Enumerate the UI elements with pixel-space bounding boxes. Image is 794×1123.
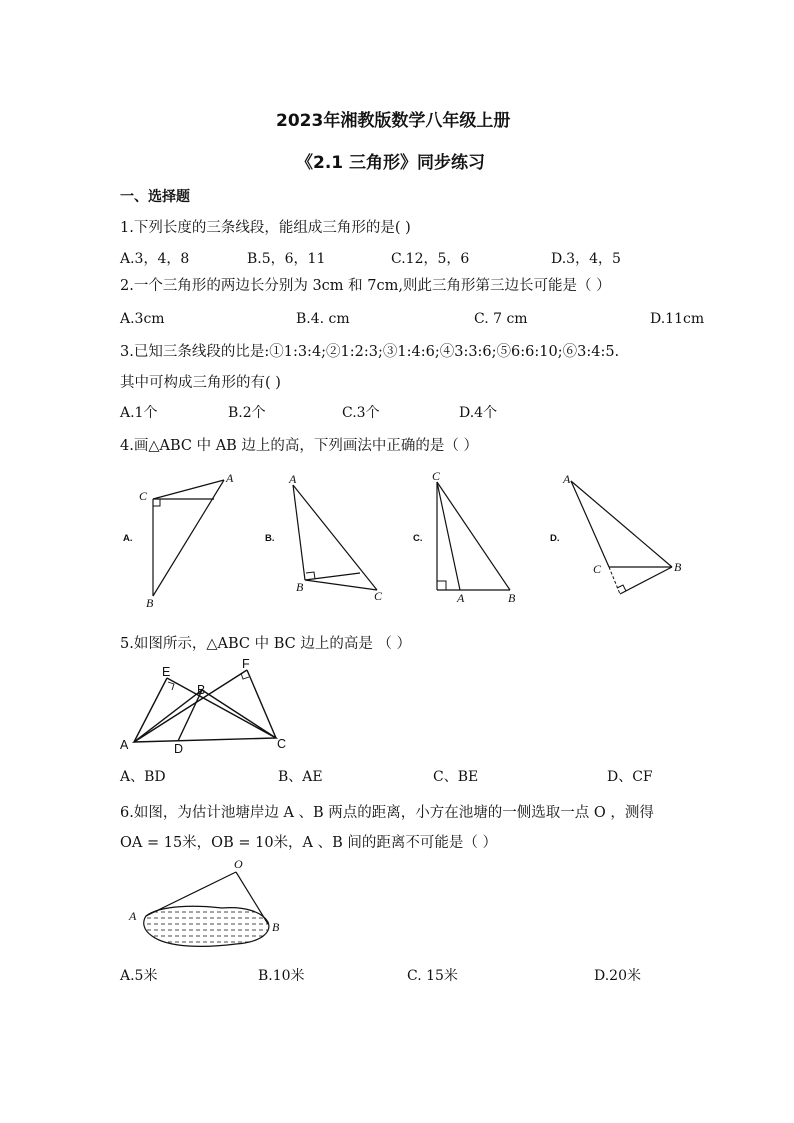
q6-option-a: A.5米 xyxy=(120,968,158,984)
q4d-label-a: A xyxy=(563,472,571,486)
q4b-label-a: A xyxy=(289,472,297,486)
doc-subtitle: 《2.1 三角形》同步练习 xyxy=(296,153,486,173)
q6-option-b: B.10米 xyxy=(258,968,305,984)
question-4-stem: 4.画△ABC 中 AB 边上的高，下列画法中正确的是（ ） xyxy=(120,438,479,454)
question-3-stem-line2: 其中可构成三角形的有( ) xyxy=(120,375,281,391)
q4a-label-c: C xyxy=(139,489,148,503)
q4c-label-b: B xyxy=(508,591,516,605)
doc-title: 2023年湘教版数学八年级上册 xyxy=(276,111,511,131)
question-5-stem: 5.如图所示，△ABC 中 BC 边上的高是 （ ） xyxy=(120,636,412,652)
q6-option-d: D.20米 xyxy=(594,968,641,984)
question-6-stem-line1: 6.如图，为估计池塘岸边 A 、B 两点的距离，小方在池塘的一侧选取一点 O ，测得 xyxy=(120,805,654,821)
question-3-stem-line1: 3.已知三条线段的比是:①1:3:4;②1:2:3;③1:4:6;④3:3:6;⑤6:6:10;⑥3:4:5. xyxy=(120,344,620,360)
q5-label-d: D xyxy=(174,742,184,756)
q5-option-b: B、AE xyxy=(278,769,323,785)
q3-option-c: C.3个 xyxy=(342,405,380,421)
q5-label-f: F xyxy=(242,657,250,671)
question-2-stem: 2.一个三角形的两边长分别为 3cm 和 7cm,则此三角形第三边长可能是（ ） xyxy=(120,278,611,294)
q2-option-b: B.4. cm xyxy=(296,311,350,327)
section-heading: 一、选择题 xyxy=(120,189,190,205)
q5-label-a: A xyxy=(120,738,129,752)
question-6-stem-line2: OA = 15米，OB = 10米，A 、B 间的距离不可能是（ ） xyxy=(120,835,497,851)
q4a-label-b: B xyxy=(146,596,154,610)
q1-option-b: B.5，6，11 xyxy=(247,251,326,267)
q6-label-o: O xyxy=(234,857,243,871)
q4a-label-a: A xyxy=(226,471,234,485)
q5-label-e: E xyxy=(162,665,171,679)
q2-option-d: D.11cm xyxy=(650,311,705,327)
q6-label-b: B xyxy=(272,920,280,934)
q5-option-d: D、CF xyxy=(607,769,653,785)
q4b-label-c: C xyxy=(374,589,383,603)
q1-option-a: A.3，4，8 xyxy=(120,251,190,267)
q3-option-a: A.1个 xyxy=(120,405,158,421)
q4-option-d-label: D. xyxy=(550,533,560,544)
q3-option-d: D.4个 xyxy=(459,405,498,421)
q1-option-c: C.12，5，6 xyxy=(391,251,470,267)
q4c-label-c: C xyxy=(432,469,441,483)
question-1-stem: 1.下列长度的三条线段，能组成三角形的是( ) xyxy=(120,220,411,236)
q6-label-a: A xyxy=(129,909,137,923)
q1-option-d: D.3，4，5 xyxy=(551,251,621,267)
q2-option-a: A.3cm xyxy=(120,311,165,327)
q4d-label-c: C xyxy=(593,562,602,576)
q4c-label-a: A xyxy=(457,591,465,605)
q5-label-b: B xyxy=(197,683,206,697)
q4-option-b-label: B. xyxy=(265,533,275,544)
q6-option-c: C. 15米 xyxy=(407,968,458,984)
q5-label-c: C xyxy=(277,737,287,751)
q4d-label-b: B xyxy=(674,560,682,574)
q4-option-a-label: A. xyxy=(123,533,133,544)
q5-option-c: C、BE xyxy=(433,769,479,785)
q2-option-c: C. 7 cm xyxy=(474,311,528,327)
q3-option-b: B.2个 xyxy=(228,405,266,421)
q4-option-c-label: C. xyxy=(413,533,423,544)
q4b-label-b: B xyxy=(296,580,304,594)
q5-option-a: A、BD xyxy=(120,769,166,785)
